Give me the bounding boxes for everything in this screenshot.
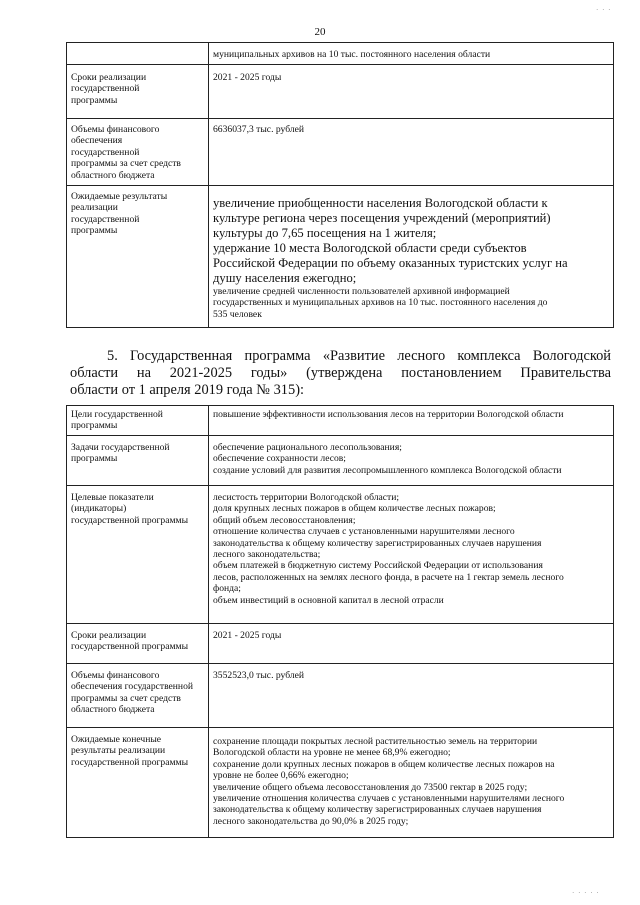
row-value: обеспечение рационального лесопользования; обеспечение сохранности лесов; создание условий для развития лесопромышленного комплекса Вологодской области [209, 436, 614, 486]
scan-bottom-mark: · · · · · [572, 889, 600, 897]
row-value: лесистость территории Вологодской области; доля крупных лесных пожаров в общем количестве лесных пожаров; общий объем лесовосстановления; отношение количества случаев с установленными нарушителями лесного законодательства к общему количеству зарегистрированных случаев нарушения лесного законодательства; объем платежей в бюджетную систему Российской Федерации от использования лесов, расположенных на землях лесного фонда, в расчете на 1 гектар земель лесного фонда; объем инвестиций в основной капитал в лесной отрасли [209, 486, 614, 624]
table-row [67, 436, 614, 486]
row-value: муниципальных архивов на 10 тыс. постоянного населения области [209, 43, 614, 65]
row-label: Ожидаемые конечные результаты реализации государственной программы [67, 728, 209, 838]
table-row [67, 119, 614, 186]
table-row [67, 65, 614, 119]
row-value: сохранение площади покрытых лесной растительностью земель на территории Вологодской области на уровне не менее 68,9% ежегодно; сохранение доли крупных лесных пожаров в общем количестве лесных пожаров на уровне не более 0,66% ежегодно; увеличение общего объема лесовосстановления до 73500 гектар в 2025 году; увеличение отношения количества случаев с установленными нарушителями лесного законодательства к общему количеству зарегистрированных случаев нарушения лесного законодательства до 90,0% в 2025 году; [209, 728, 614, 838]
row-label: Ожидаемые результаты реализации государственной программы [67, 186, 209, 328]
scan-corner-mark: · · · [596, 6, 612, 14]
table-row [67, 186, 614, 328]
row-value: 6636037,3 тыс. рублей [209, 119, 614, 186]
row-label: Объемы финансового обеспечения государственной программы за счет средств областного бюджета [67, 664, 209, 728]
table-row [67, 43, 614, 65]
program-passport-table-continued [66, 42, 614, 328]
row-value: 2021 - 2025 годы [209, 65, 614, 119]
row-value: увеличение приобщенности населения Вологодской области к культуре региона через посещения учреждений (мероприятий) культуры до 7,65 посещения на 1 жителя; удержание 10 места Вологодской области среди субъектов Российской Федерации по объему оказанных туристских услуг на душу населения ежегодно; увеличение средней численности пользователей архивной информацией государственных и муниципальных архивов на 10 тыс. постоянного населения до 535 человек [209, 186, 614, 328]
row-value: 3552523,0 тыс. рублей [209, 664, 614, 728]
row-label: Сроки реализации государственной программы [67, 624, 209, 664]
row-label: Целевые показатели (индикаторы) государственной программы [67, 486, 209, 624]
table-row [67, 728, 614, 838]
table-row [67, 624, 614, 664]
row-value: 2021 - 2025 годы [209, 624, 614, 664]
forest-program-passport-table [66, 405, 614, 838]
row-label: Задачи государственной программы [67, 436, 209, 486]
table-row [67, 664, 614, 728]
table-row [67, 406, 614, 436]
row-value: повышение эффективности использования лесов на территории Вологодской области [209, 406, 614, 436]
row-label: Цели государственной программы [67, 406, 209, 436]
row-label: Сроки реализации государственной программы [67, 65, 209, 119]
section-5-heading: 5. Государственная программа «Развитие лесного комплекса Вологодской области на 2021-2025 годы» (утверждена постановлением Правительства области от 1 апреля 2019 года № 315): [70, 348, 611, 398]
table-row [67, 486, 614, 624]
row-label [67, 43, 209, 65]
row-label: Объемы финансового обеспечения государственной программы за счет средств областного бюджета [67, 119, 209, 186]
page-number: 20 [314, 26, 326, 38]
